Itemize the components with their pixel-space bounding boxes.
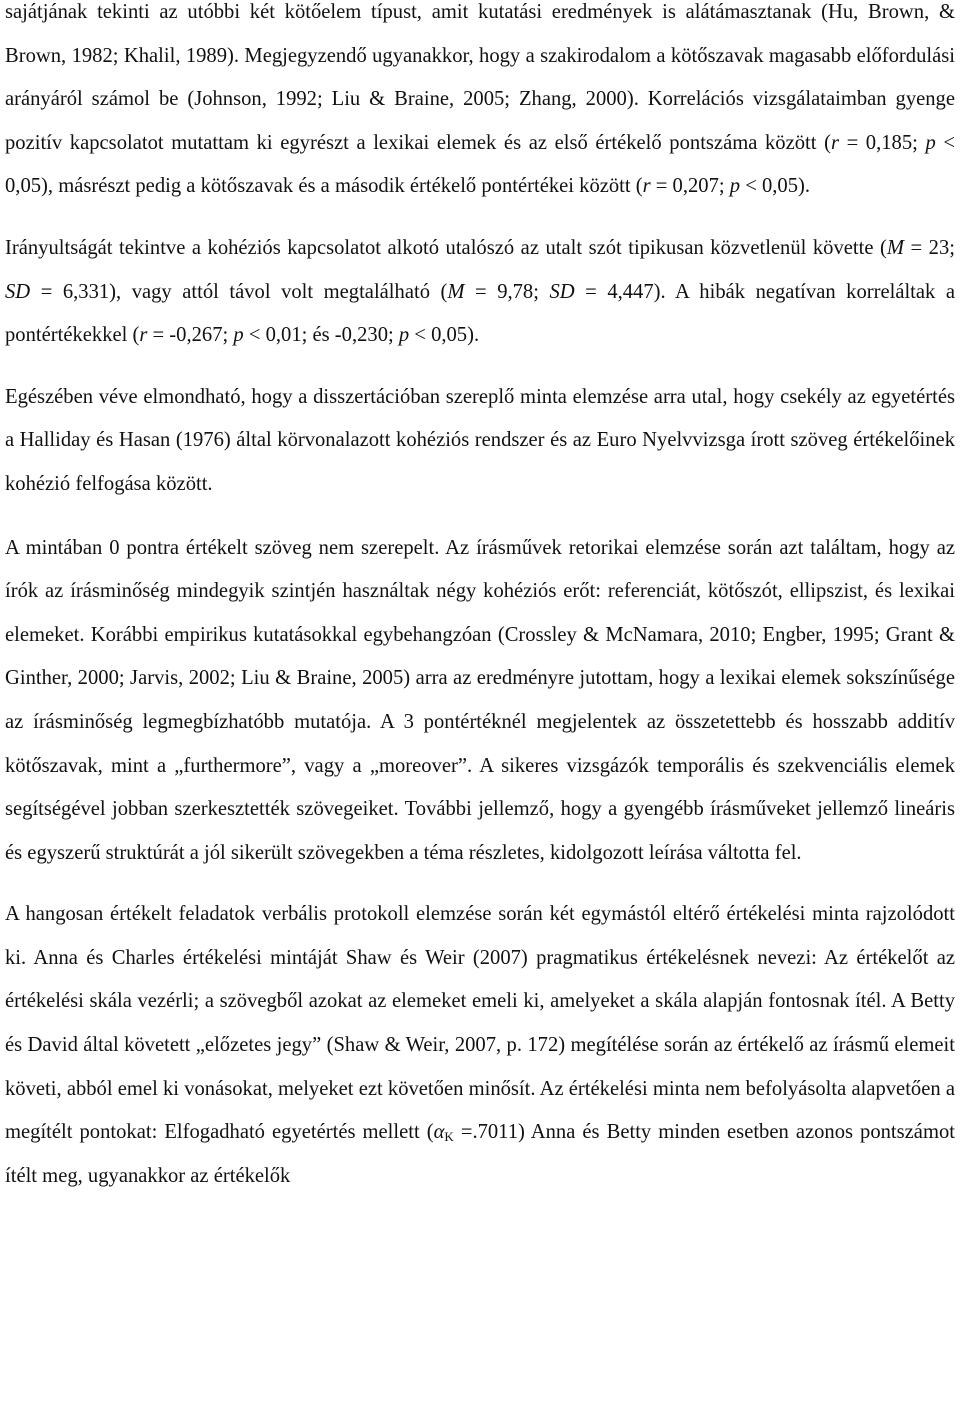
paragraph-5 (5, 893, 955, 1198)
text-run: < 0,01; és -0,230; (243, 324, 399, 347)
paragraph-4 (5, 527, 955, 876)
text-run: p (729, 175, 741, 198)
text-run: p (925, 131, 936, 154)
text-run: < 0,05). (740, 175, 811, 198)
text-run: = 6,331), vagy attól távol volt megtalálható ( (30, 280, 448, 303)
text-run: M (447, 280, 465, 303)
text-run: =.7011) Anna és Betty minden esetben azonos pontszámot ítélt meg, ugyanakkor az értékelők (5, 1121, 955, 1187)
text-run: p (398, 324, 410, 347)
text-run: sajátjának tekinti az utóbbi két kötőelem típust, amit kutatási eredmények is alátámasztanak (Hu, Brown, & Brown, 1982; Khalil, 1989). Megjegyzendő ugyanakkor, hogy a szakirodalom a kötőszavak magasabb előfordulási arányáról számol be (Johnson, 1992; Liu & Braine, 2005; Zhang, 2000). Korrelációs vizsgálataimban gyenge pozitív kapcsolatot mutattam ki egyrészt a lexikai elemek és az első értékelő pontszáma között ( (5, 1, 955, 154)
text-run: = 4,447). A hibák negatívan korreláltak a pontértékekkel ( (5, 280, 956, 347)
text-run: = 0,185; (838, 131, 926, 154)
text-run: < 0,05), másrészt pedig a kötőszavak és a második értékelő pontértékei között ( (5, 131, 955, 198)
text-run: Egészében véve elmondható, hogy a disszertációban szereplő minta elemzése arra utal, hogy csekély az egyetértés a Halliday és Hasan (1976) által körvonalazott kohéziós rendszer és az Euro Nyelvvizsga írott szöveg értékelőinek kohézió felfogása között. (5, 385, 955, 495)
text-run: < 0,05). (409, 324, 480, 347)
paragraph-1 (5, 0, 955, 209)
text-run: Irányultságát tekintve a kohéziós kapcsolatot alkotó utalószó az utalt szót tipikusan közvetlenül követte ( (5, 236, 887, 259)
paragraph-3 (5, 376, 955, 507)
text-run: α (433, 1121, 445, 1144)
text-run: K (444, 1129, 454, 1145)
text-run: SD (549, 280, 575, 303)
text-run: r (830, 131, 839, 154)
text-run: M (886, 236, 905, 259)
text-run: A mintában 0 pontra értékelt szöveg nem szerepelt. Az írásművek retorikai elemzése során azt találtam, hogy az írók az írásminőség mindegyik szintjén használtak négy kohéziós erőt: referenciát, kötőszót, ellipszist, és lexikai elemeket. Korábbi empirikus kutatásokkal egybehangzóan (Crossley & McNamara, 2010; Engber, 1995; Grant & Ginther, 2000; Jarvis, 2002; Liu & Braine, 2005) arra az eredményre jutottam, hogy a lexikai elemek sokszínűsége az írásminőség legmegbízhatóbb mutatója. A 3 pontértéknél megjelentek az összetettebb és hosszabb additív kötőszavak, mint a „furthermore”, vagy a „moreover”. A sikeres vizsgázók temporális és szekvenciális elemek segítségével jobban szerkesztették szövegeiket. További jellemző, hogy a gyengébb írásműveket jellemző lineáris és egyszerű struktúrát a jól sikerült szövegekben a téma részletes, kidolgozott leírása váltotta fel. (5, 536, 955, 864)
text-run: SD (5, 280, 31, 303)
text-run: r (139, 324, 148, 347)
paragraph-2 (5, 227, 955, 358)
text-run: = 0,207; (650, 175, 730, 198)
text-run: r (642, 175, 651, 198)
text-run: p (233, 324, 244, 347)
text-run: A hangosan értékelt feladatok verbális protokoll elemzése során két egymástól eltérő értékelési minta rajzolódott ki. Anna és Charles értékelési mintáját Shaw és Weir (2007) pragmatikus értékelésnek nevezi: Az értékelőt az értékelési skála vezérli; a szövegből azokat az elemeket emeli ki, amelyeket a skála alapján fontosnak ítél. A Betty és David által követett „előzetes jegy” (Shaw & Weir, 2007, p. 172) megítélése során az értékelő az írásmű elemeit követi, abból emel ki vonásokat, melyeket ezt követően minősít. Az értékelési minta nem befolyásolta alapvetően a megítélt pontokat: Elfogadható egyetértés mellett ( (5, 903, 955, 1144)
text-run: = -0,267; (147, 324, 234, 347)
text-run: = 23; (904, 236, 955, 259)
text-run: = 9,78; (464, 280, 550, 303)
document-page (5, 0, 955, 1198)
